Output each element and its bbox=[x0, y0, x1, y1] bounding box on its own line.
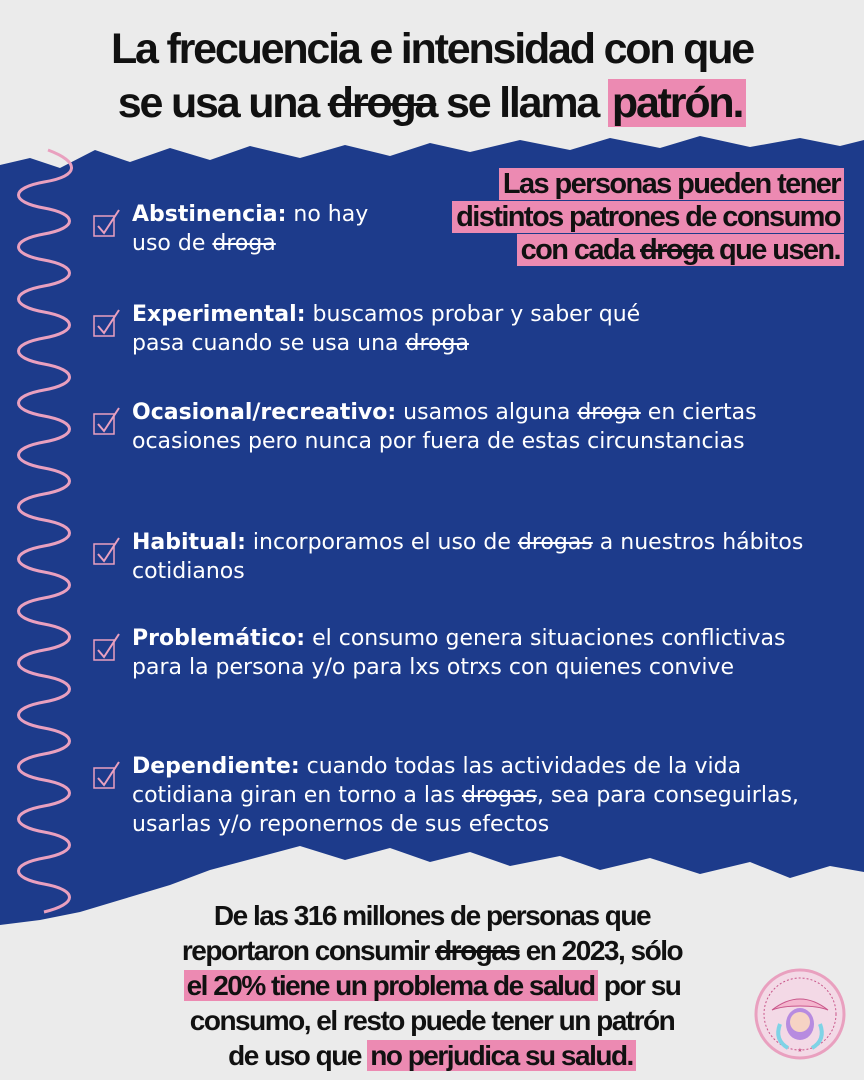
pattern-item-ocasional bbox=[92, 398, 832, 456]
pattern-struck-word: droga bbox=[212, 231, 276, 256]
svg-text:★: ★ bbox=[797, 1047, 803, 1054]
callout-box bbox=[452, 168, 844, 267]
pattern-desc: el consumo genera situaciones conflictivas para la persona y/o para lxs otrxs con quienes convive bbox=[132, 626, 786, 680]
bottom-line2-post: en 2023, sólo bbox=[525, 935, 683, 966]
pattern-item-habitual bbox=[92, 528, 832, 586]
checkbox-check-icon bbox=[92, 208, 122, 238]
title-highlight: patrón. bbox=[608, 79, 746, 127]
page-title bbox=[20, 22, 844, 130]
pattern-desc: no hay uso de bbox=[132, 202, 369, 256]
pattern-struck-word: droga bbox=[577, 400, 641, 425]
pattern-term: Ocasional/recreativo: bbox=[132, 400, 397, 425]
checkbox-check-icon bbox=[92, 760, 122, 790]
pattern-item-experimental bbox=[92, 300, 692, 358]
pattern-term: Dependiente: bbox=[132, 754, 300, 779]
pattern-desc: buscamos probar y saber qué pasa cuando se usa una bbox=[132, 302, 641, 356]
pattern-desc-post: , sea para conseguirlas, usarlas y/o reponernos de sus efectos bbox=[132, 783, 799, 837]
callout-line3 bbox=[517, 234, 844, 266]
pattern-term: Problemático: bbox=[132, 626, 306, 651]
callout-line3-post: que usen. bbox=[719, 234, 840, 266]
bottom-line5-pre: de uso que bbox=[228, 1040, 361, 1071]
pattern-desc: cuando todas las actividades de la vida cotidiana giran en torno a las bbox=[132, 754, 742, 808]
pattern-term: Habitual: bbox=[132, 530, 246, 555]
bottom-highlight-1: el 20% tiene un problema de salud bbox=[184, 970, 598, 1001]
bottom-line2-pre: reportaron consumir bbox=[181, 935, 429, 966]
bottom-statement bbox=[120, 898, 744, 1073]
pattern-term: Experimental: bbox=[132, 302, 306, 327]
pattern-desc: incorporamos el uso de bbox=[252, 530, 511, 555]
callout-line3-pre: con cada bbox=[520, 234, 634, 266]
pattern-term: Abstinencia: bbox=[132, 202, 287, 227]
pattern-item-problematico bbox=[92, 624, 832, 682]
pattern-item-dependiente bbox=[92, 752, 832, 839]
title-part3: se llama bbox=[446, 79, 599, 127]
pattern-desc-post: a nuestros hábitos cotidianos bbox=[132, 530, 804, 584]
title-line1: La frecuencia e intensidad con que bbox=[110, 25, 754, 73]
pattern-struck-word: droga bbox=[405, 331, 469, 356]
bottom-line3-post: por su bbox=[603, 970, 681, 1001]
callout-line1: Las personas pueden tener bbox=[499, 168, 844, 200]
checkbox-check-icon bbox=[92, 406, 122, 436]
pattern-struck-word: drogas bbox=[517, 530, 593, 555]
bottom-line2-struck: drogas bbox=[435, 935, 520, 966]
checkbox-check-icon bbox=[92, 308, 122, 338]
bottom-highlight-2: no perjudica su salud. bbox=[367, 1040, 636, 1071]
callout-line3-struck: droga bbox=[640, 234, 713, 266]
checkbox-check-icon bbox=[92, 632, 122, 662]
pattern-desc-post: en ciertas ocasiones pero nunca por fuera de estas circunstancias bbox=[132, 400, 757, 454]
title-part2: se usa una bbox=[117, 79, 319, 127]
pattern-desc: usamos alguna bbox=[403, 400, 571, 425]
checkbox-check-icon bbox=[92, 536, 122, 566]
callout-line2: distintos patrones de consumo bbox=[452, 201, 844, 233]
pattern-struck-word: drogas bbox=[461, 783, 537, 808]
bottom-line4: consumo, el resto puede tener un patrón bbox=[189, 1005, 675, 1036]
title-struck-word: droga bbox=[327, 79, 437, 127]
brand-logo-icon bbox=[752, 966, 848, 1062]
pattern-item-abstinencia bbox=[92, 200, 382, 258]
bottom-line1: De las 316 millones de personas que bbox=[213, 900, 651, 931]
